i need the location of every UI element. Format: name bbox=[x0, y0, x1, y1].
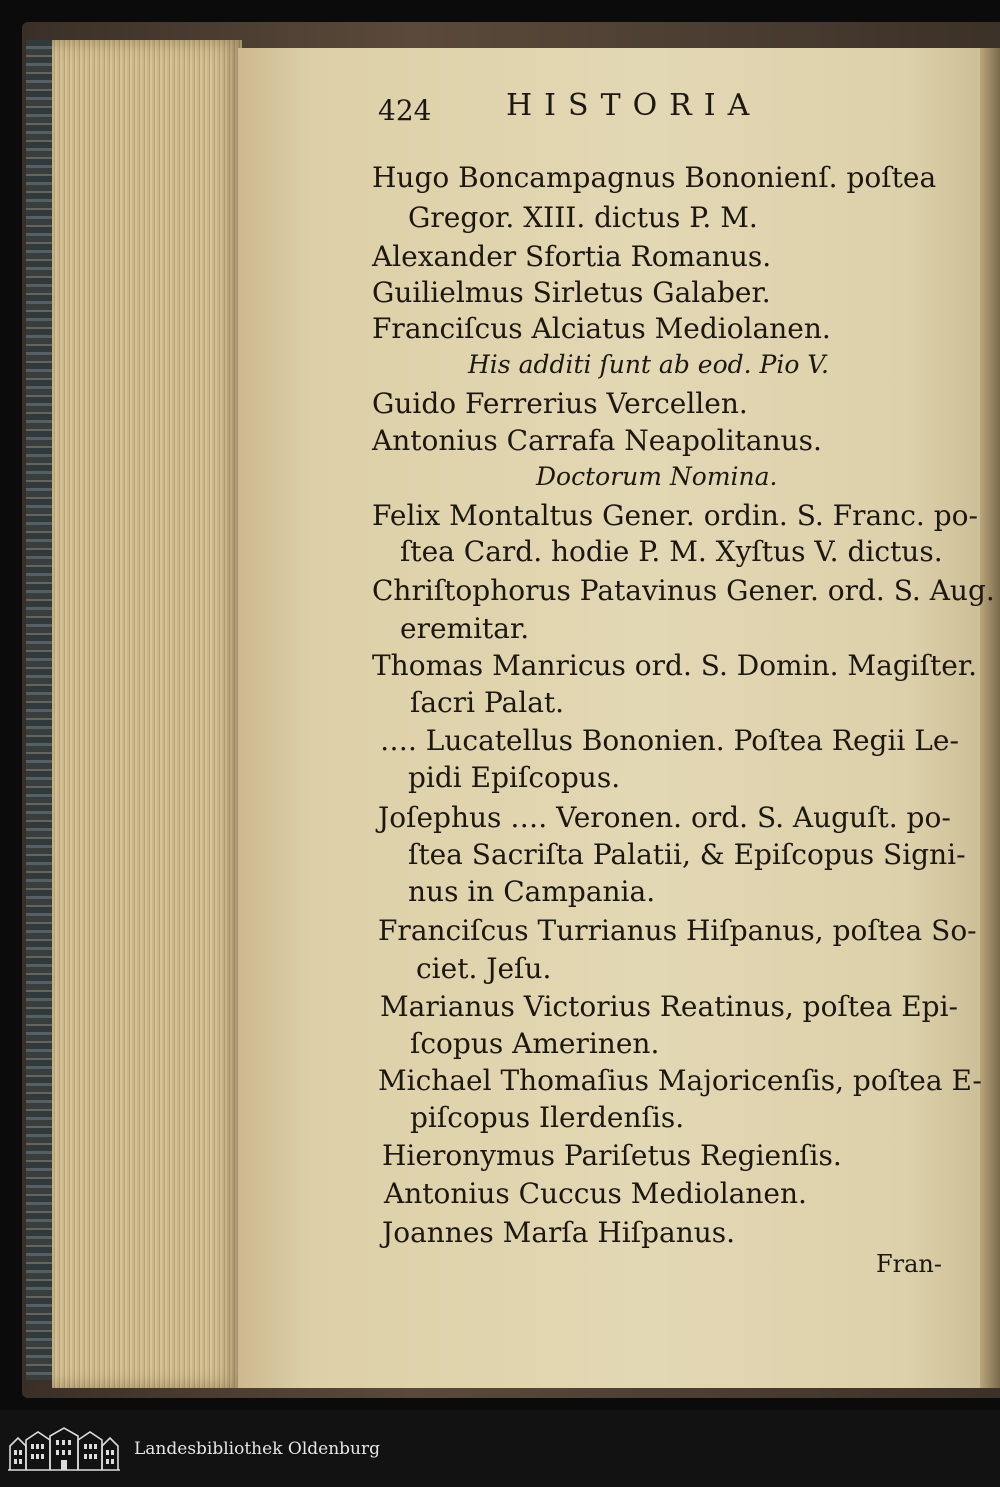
text-line: Marianus Victorius Reatinus, poſtea Epi- bbox=[380, 990, 958, 1023]
running-title: HISTORIA bbox=[506, 88, 762, 123]
text-line: Antonius Carrafa Neapolitanus. bbox=[372, 424, 822, 457]
text-line: Gregor. XIII. dictus P. M. bbox=[408, 201, 758, 234]
text-line: His additi ſunt ab eod. Pio V. bbox=[468, 350, 829, 379]
text-line: Guido Ferrerius Vercellen. bbox=[372, 387, 748, 420]
text-line: Thomas Manricus ord. S. Domin. Magiſter. bbox=[372, 649, 978, 682]
library-building-icon bbox=[8, 1426, 120, 1472]
text-line: ſacri Palat. bbox=[410, 686, 565, 719]
text-line: ſtea Card. hodie P. M. Xyſtus V. dictus. bbox=[400, 535, 943, 568]
text-line: Felix Montaltus Gener. ordin. S. Franc. po- bbox=[372, 499, 978, 532]
page-number: 424 bbox=[378, 94, 432, 127]
text-line: Alexander Sfortia Romanus. bbox=[372, 240, 772, 273]
text-line: pidi Epiſcopus. bbox=[408, 761, 621, 794]
text-line: Hieronymus Pariſetus Regienſis. bbox=[382, 1139, 842, 1172]
text-line: eremitar. bbox=[400, 612, 530, 645]
text-line: Michael Thomaſius Majoricenſis, poſtea E- bbox=[378, 1064, 982, 1097]
text-line: ſtea Sacriſta Palatii, & Epiſcopus Signi- bbox=[408, 838, 966, 871]
text-line: Antonius Cuccus Mediolanen. bbox=[384, 1177, 807, 1210]
text-line: ciet. Jeſu. bbox=[416, 952, 552, 985]
text-line: Joannes Marſa Hiſpanus. bbox=[382, 1216, 736, 1249]
text-line: nus in Campania. bbox=[408, 875, 656, 908]
text-line: piſcopus Ilerdenſis. bbox=[410, 1101, 685, 1134]
text-line: Joſephus …. Veronen. ord. S. Auguſt. po- bbox=[378, 801, 951, 834]
text-line: Franciſcus Alciatus Mediolanen. bbox=[372, 312, 831, 345]
text-line: Franciſcus Turrianus Hiſpanus, poſtea So- bbox=[378, 914, 977, 947]
text-line: Hugo Boncampagnus Bononienſ. poſtea bbox=[372, 161, 937, 194]
text-line: ſcopus Amerinen. bbox=[410, 1027, 660, 1060]
library-footer bbox=[0, 1410, 1000, 1487]
page-gutter bbox=[980, 48, 1000, 1388]
text-line: Chriſtophorus Patavinus Gener. ord. S. Aug. bbox=[372, 574, 995, 607]
text-line: …. Lucatellus Bononien. Poſtea Regii Le- bbox=[380, 724, 959, 757]
library-name[interactable]: Landesbibliothek Oldenburg bbox=[134, 1438, 381, 1459]
text-line: Guilielmus Sirletus Galaber. bbox=[372, 276, 771, 309]
marbled-edge bbox=[26, 40, 52, 1380]
section-heading: Doctorum Nomina. bbox=[536, 462, 778, 491]
page-edges bbox=[52, 40, 242, 1388]
catchword: Fran- bbox=[876, 1250, 942, 1278]
